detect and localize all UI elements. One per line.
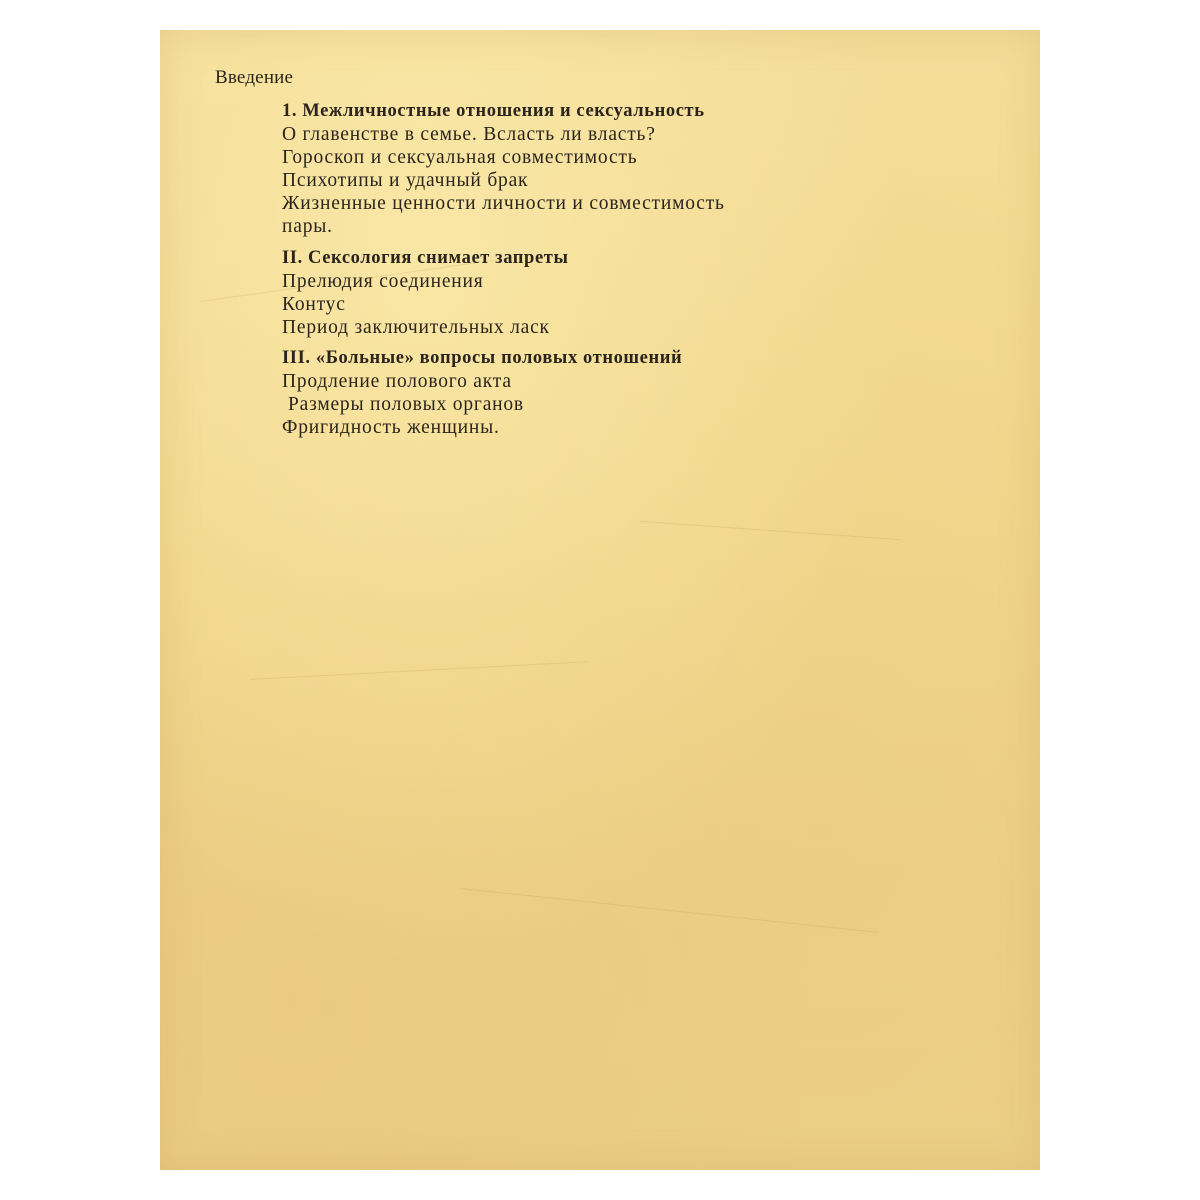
section-heading: 1. Межличностные отношения и сексуальность <box>282 101 705 121</box>
toc-section-3 <box>282 347 842 439</box>
toc-section-2 <box>282 247 842 339</box>
table-of-contents <box>160 30 1040 1170</box>
toc-item: пары. <box>282 216 333 237</box>
toc-item: Продление полового акта <box>282 371 512 392</box>
toc-item: О главенстве в семье. Всласть ли власть? <box>282 124 656 145</box>
toc-item: Психотипы и удачный брак <box>282 170 529 191</box>
toc-section-1 <box>282 100 842 238</box>
toc-item: Жизненные ценности личности и совместимость <box>282 193 725 214</box>
section-heading: II. Сексология снимает запреты <box>282 248 569 268</box>
toc-item: Контус <box>282 294 346 315</box>
toc-item: Размеры половых органов <box>288 394 524 415</box>
toc-item: Фригидность женщины. <box>282 417 500 438</box>
book-page <box>160 30 1040 1170</box>
toc-item: Период заключительных ласк <box>282 317 550 338</box>
toc-intro: Введение <box>215 67 294 88</box>
toc-item: Прелюдия соединения <box>282 271 484 292</box>
section-heading: III. «Больные» вопросы половых отношений <box>282 348 683 368</box>
toc-item: Гороскоп и сексуальная совместимость <box>282 147 638 168</box>
